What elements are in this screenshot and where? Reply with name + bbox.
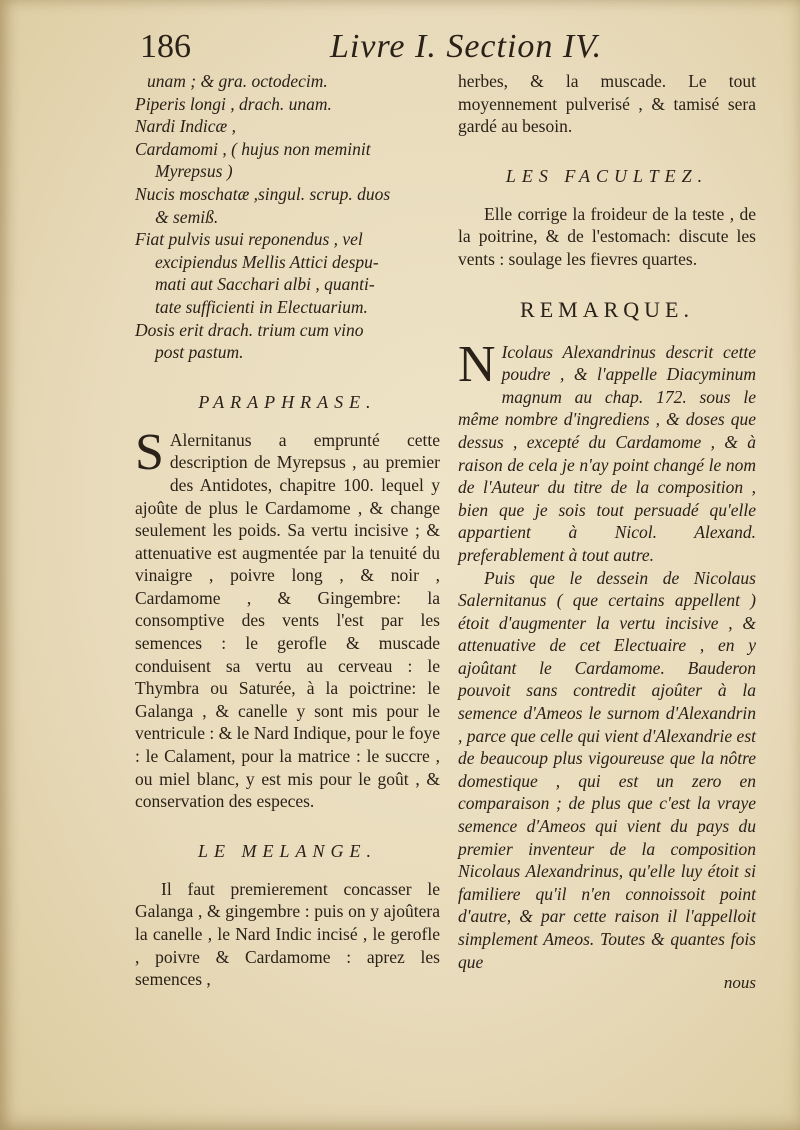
catchword: nous [723,973,756,993]
recipe-block [135,70,440,364]
recipe-line: tate sufficienti in Electuarium. [155,296,368,317]
remarque-dropcap: N [458,335,496,393]
left-column [135,70,440,991]
paraphrase-heading: PARAPHRASE. [198,391,377,412]
recipe-line: & semiß. [155,206,219,227]
facultez-text: Elle corrige la froideur de la teste , de la poitrine, & de l'estomach: discute les vents : soulage les fievres quartes. [458,203,756,269]
paraphrase-text: Alernitanus a emprunté cette description de Myrepsus , au premier des Antidotes, chapitre 100. lequel y ajoûte de plus le Cardamome , & change seulement les poids. Sa vertu incisive ; & attenuative est augmentée par la tenuité du vinaigre , poivre long , & noir , Cardamome , & Gingembre: la consomptive des vents l'est par les semences : le gerofle & muscade conduisent sa vertu au cerveau : le Thymbra ou Saturée, à la poictrine: le Galanga , & canelle y sont mis pour le ventricule : & le Nard Indique, pour le foye : le Calament, pour la matrice : le succre , ou miel blanc, y est mis pour le goût , & conservation des especes. [135,429,440,812]
running-title: Livre I. Section IV. [330,28,603,65]
remarque-paragraph-1 [458,335,756,567]
right-column [458,70,756,1010]
recipe-line: Cardamomi , ( hujus non meminit [135,138,371,159]
melange-heading: LE MELANGE. [197,840,377,861]
recipe-line: excipiendus Mellis Attici despu- [155,251,379,272]
facultez-heading: LES FACULTEZ. [505,165,709,186]
recipe-line: Piperis longi , drach. unam. [135,93,332,114]
melange-text: Il faut premierement concasser le Galanga , & gingembre : puis on y ajoûtera la canelle , le Nard Indic incisé , le gerofle , poivre & Cardamome : aprez les semences , [135,878,440,990]
remarque-heading: REMARQUE. [520,296,694,322]
remarque-text-1: Icolaus Alexandrinus descrit cette poudre , & l'appelle Diacyminum magnum au chap. 172. sous le même nombre d'ingrediens , & doses que dessus , excepté du Cardamome , & à raison de cela je n'ay point changé le nom de l'Auteur du titre de la composition , bien que je sois tout persuadé qu'elle appartient à Nicol. Alexand. preferablement à tout autre. [458,341,756,565]
recipe-line: mati aut Sacchari albi , quanti- [155,274,375,295]
recipe-line: Myrepsus ) [155,161,233,182]
intro-text: herbes, & la muscade. Le tout moyennement pulverisé , & tamisé sera gardé au besoin. [458,71,756,137]
paraphrase-paragraph [135,423,440,813]
recipe-line: Dosis erit drach. trium cum vino [135,319,364,340]
page-header [0,28,800,68]
page-number: 186 [140,28,191,65]
recipe-line: Nucis moschatæ ,singul. scrup. duos [135,183,391,204]
recipe-line: unam ; & gra. octodecim. [147,71,328,91]
recipe-line: Fiat pulvis usui reponendus , vel [135,229,363,250]
recipe-line: Nardi Indicæ , [135,116,236,137]
remarque-paragraph-2: Puis que le dessein de Nicolaus Salernitanus ( que certains appellent ) étoit d'augmenter la vertu incisive , & attenuative de cet Electuaire , en y ajoûtant le Cardamome. Bauderon pouvoit sans contredit ajoûter à la semence d'Ameos le surnom d'Alexandrin , parce que celle qui vient d'Alexandrie est de beaucoup plus vigoureuse que la nôtre domestique , qui est un zero en comparaison ; de plus que c'est la vraye semence d'Ameos qui vient du pays du premier inventeur de la composition Nicolaus Alexandrinus, qu'elle luy étoit si familiere qu'il n'en connoissoit point d'autre, & par cette raison il l'appelloit simplement Ameos. Toutes & quantes fois que [458,567,756,972]
paraphrase-dropcap: S [135,423,164,481]
recipe-line: post pastum. [155,342,244,363]
